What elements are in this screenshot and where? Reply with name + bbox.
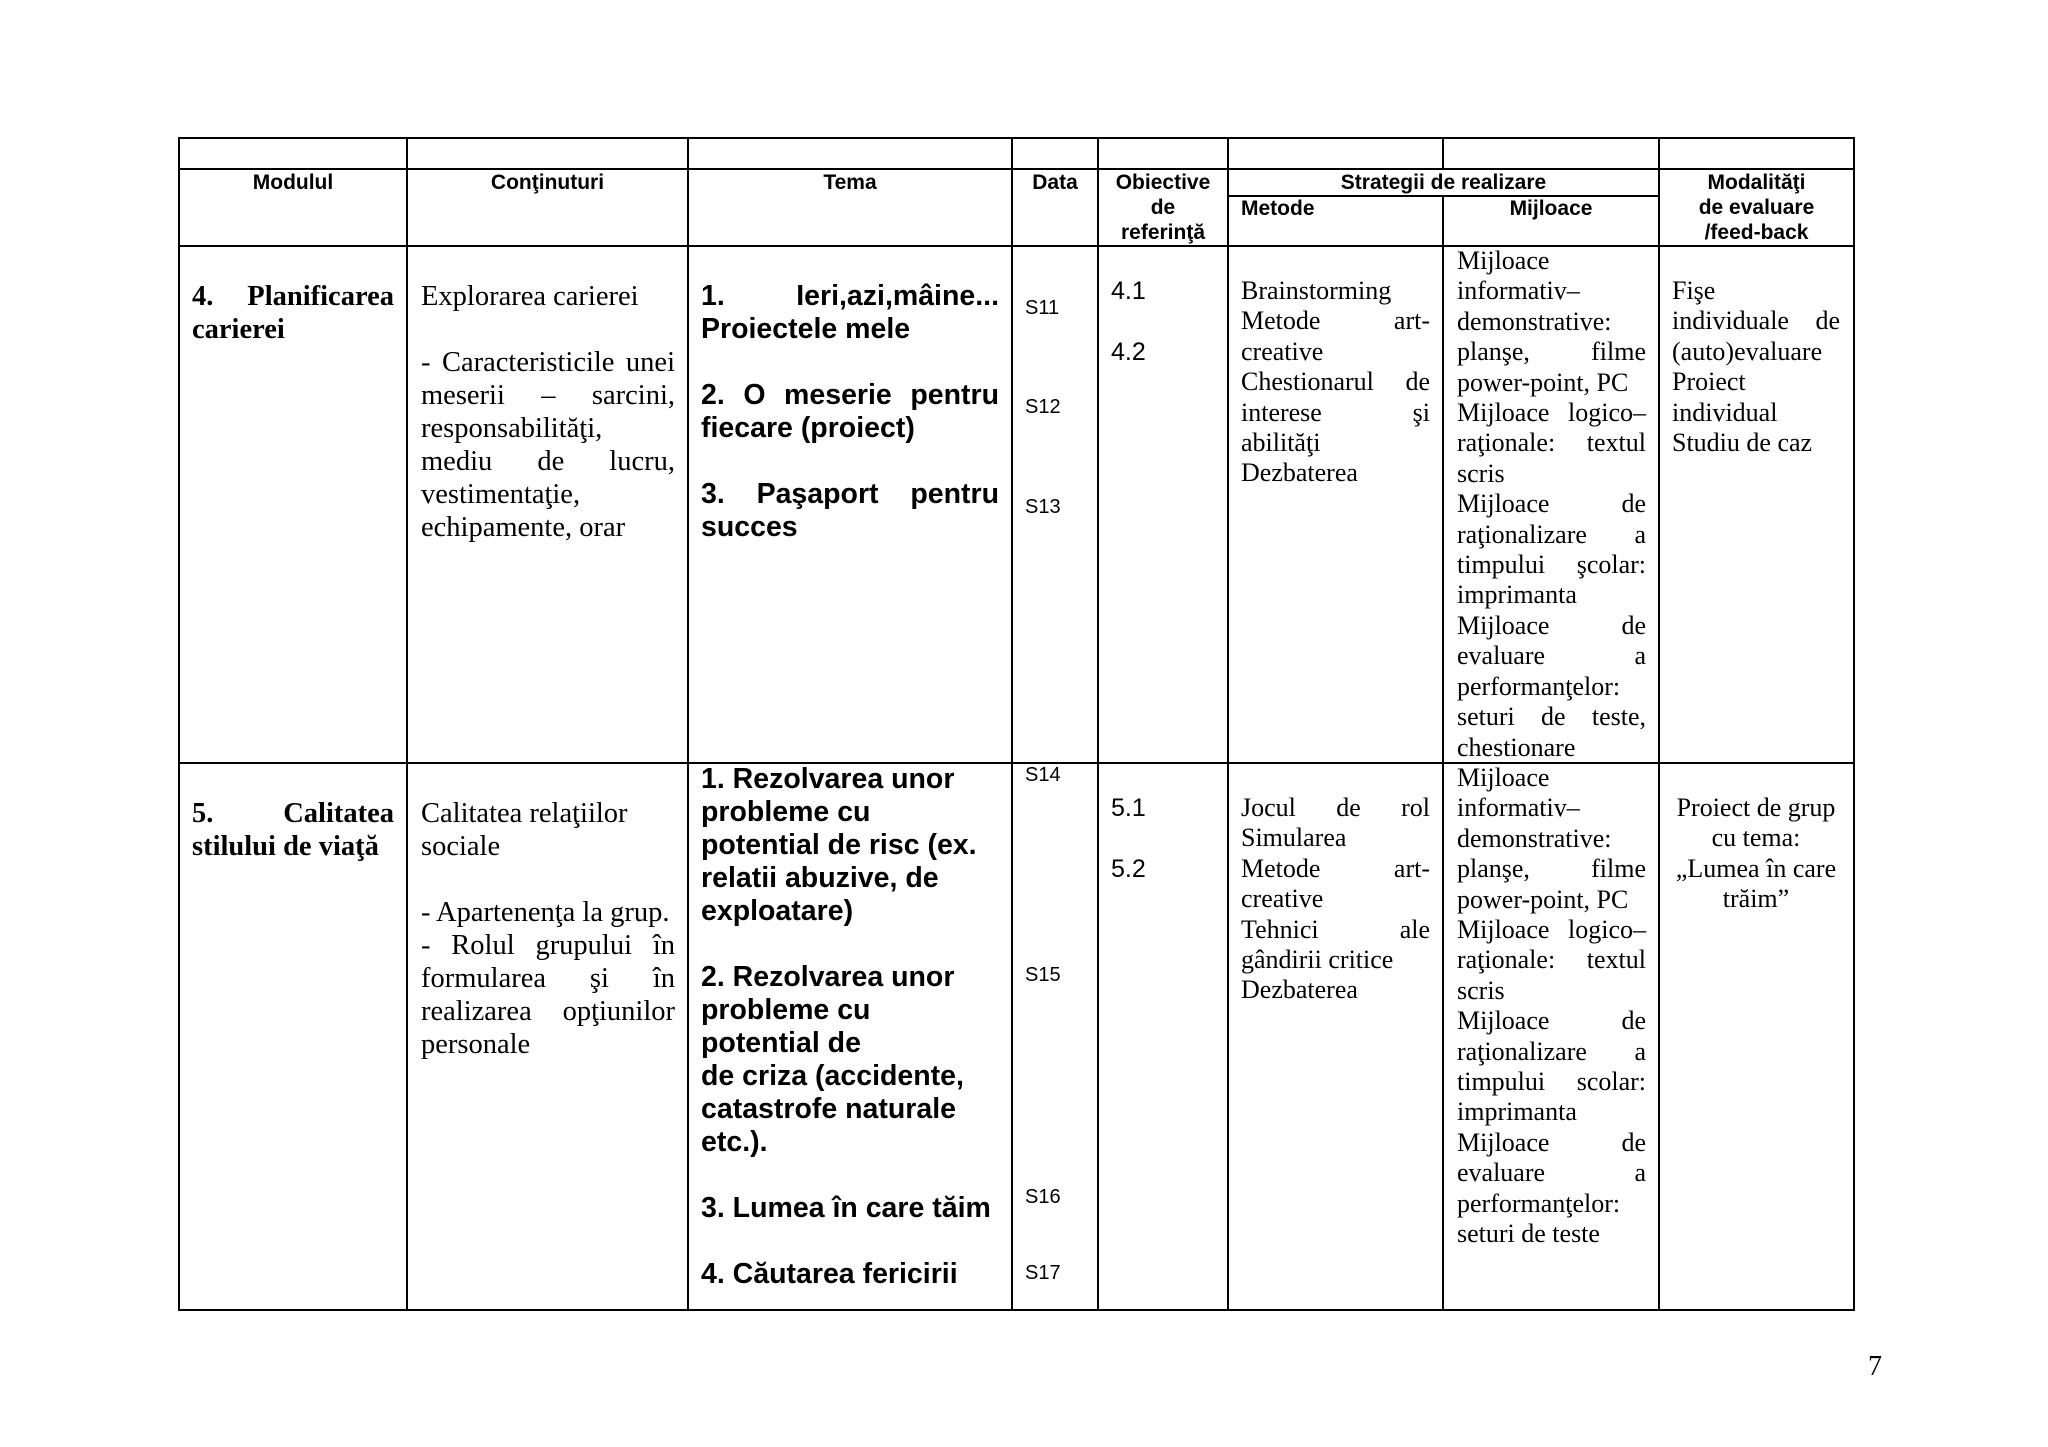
metode-line: Metode art- bbox=[1241, 306, 1430, 336]
row2-metode bbox=[1241, 793, 1430, 1006]
metode-line: Tehnici ale bbox=[1241, 914, 1430, 944]
metode-line: creative bbox=[1241, 884, 1324, 914]
row1-data-session: S11 bbox=[1025, 297, 1060, 319]
row2-data-session: S17 bbox=[1025, 1262, 1061, 1284]
continuturi-line: responsabilităţi, bbox=[421, 413, 603, 444]
table-border-top bbox=[178, 137, 1855, 139]
table-border-left bbox=[178, 137, 180, 1311]
mijloace-line: Mijloace bbox=[1457, 246, 1550, 275]
continuturi-paragraph bbox=[421, 929, 675, 1061]
continuturi-line: - Caracteristicile unei bbox=[421, 347, 675, 378]
row2-mijloace bbox=[1457, 763, 1646, 1250]
modalitati-line: individuale de bbox=[1672, 306, 1840, 336]
mijloace-line: demonstrative: bbox=[1457, 823, 1612, 853]
page-number: 7 bbox=[1868, 1351, 1882, 1382]
modalitati-line: „Lumea în care bbox=[1675, 853, 1837, 883]
tema-line: Proiectele mele bbox=[701, 313, 911, 345]
continuturi-paragraph bbox=[421, 346, 675, 544]
metode-line: Brainstorming bbox=[1241, 276, 1392, 305]
mijloace-line: seturi de teste bbox=[1457, 1219, 1600, 1249]
mijloace-line: evaluare a bbox=[1457, 1158, 1646, 1188]
mijloace-line: Mijloace de bbox=[1457, 489, 1646, 519]
metode-line: Jocul de rol bbox=[1241, 793, 1430, 822]
mijloace-line: raţionale: textul bbox=[1457, 945, 1646, 975]
metode-line: Chestionarul de bbox=[1241, 367, 1430, 397]
header-obiective-line: referinţă bbox=[1120, 221, 1206, 244]
mijloace-line: Mijloace de bbox=[1457, 1006, 1646, 1036]
row1-continuturi bbox=[421, 280, 675, 544]
modulul-line: stilului de viaţă bbox=[192, 831, 379, 862]
modalitati-line: Fişe bbox=[1672, 276, 1716, 305]
tema-paragraph bbox=[701, 1192, 999, 1225]
header-metode: Metode bbox=[1241, 197, 1315, 220]
header-modulul: Modulul bbox=[252, 171, 334, 194]
header-modalitati-line: de evaluare bbox=[1698, 196, 1815, 219]
mijloace-line: Mijloace bbox=[1457, 763, 1550, 792]
obiective-line: 4.1 bbox=[1111, 277, 1146, 305]
tema-paragraph bbox=[701, 961, 999, 1159]
continuturi-line: formularea şi în bbox=[421, 963, 675, 994]
modulul-line: 5. Calitatea bbox=[192, 798, 394, 829]
modulul-line: carierei bbox=[192, 314, 285, 345]
continuturi-line: vestimentaţie, bbox=[421, 479, 581, 510]
tema-paragraph bbox=[701, 379, 999, 445]
continuturi-line: mediu de lucru, bbox=[421, 446, 675, 477]
mijloace-line: seturi de teste, bbox=[1457, 702, 1646, 732]
row1-tema bbox=[701, 280, 999, 544]
mijloace-line: planşe, filme bbox=[1457, 854, 1646, 884]
mijloace-line: Mijloace de bbox=[1457, 1127, 1646, 1157]
tema-line: exploatare) bbox=[701, 895, 854, 927]
tema-line: 4. Căutarea fericirii bbox=[701, 1258, 958, 1290]
mijloace-line: performanţelor: bbox=[1457, 671, 1621, 701]
tema-line: probleme cu bbox=[701, 796, 871, 828]
obiective-line: 5.1 bbox=[1111, 794, 1146, 822]
mijloace-line: power-point, PC bbox=[1457, 884, 1629, 914]
column-divider bbox=[1011, 137, 1013, 1311]
row1-modulul bbox=[192, 280, 394, 346]
continuturi-line: Calitatea relaţiilor bbox=[421, 798, 628, 829]
tema-line: 3. Lumea în care tăim bbox=[701, 1192, 991, 1224]
metode-line: Metode art- bbox=[1241, 853, 1430, 883]
metode-line: Simularea bbox=[1241, 823, 1347, 853]
modalitati-line: (auto)evaluare bbox=[1672, 336, 1823, 366]
header-obiective-line: Obiective bbox=[1115, 171, 1211, 194]
mijloace-line: Mijloace logico– bbox=[1457, 398, 1646, 428]
tema-line: 1. Rezolvarea unor bbox=[701, 763, 955, 795]
mijloace-line: timpului şcolar: bbox=[1457, 550, 1646, 580]
metode-line: interese şi bbox=[1241, 397, 1430, 427]
table-border-right bbox=[1853, 137, 1855, 1311]
tema-paragraph bbox=[701, 280, 999, 346]
header-obiective bbox=[1098, 170, 1228, 245]
modalitati-line: cu tema: bbox=[1711, 823, 1801, 853]
row2-modalitati bbox=[1672, 793, 1840, 915]
modalitati-line: Proiect de grup bbox=[1676, 793, 1836, 822]
continuturi-paragraph bbox=[421, 797, 675, 863]
mijloace-line: power-point, PC bbox=[1457, 367, 1629, 397]
tema-line: etc.). bbox=[701, 1126, 768, 1158]
row2-data-session: S15 bbox=[1025, 964, 1061, 986]
tema-paragraph bbox=[701, 1258, 999, 1291]
header-data: Data bbox=[1032, 171, 1078, 194]
row2-data-session: S16 bbox=[1025, 1186, 1061, 1208]
tema-line: 2. O meserie pentru bbox=[701, 379, 999, 411]
tema-line: succes bbox=[701, 511, 798, 543]
continuturi-line: - Apartenenţa la grup. bbox=[421, 897, 670, 928]
mijloace-line: raţionalizare a bbox=[1457, 1036, 1646, 1066]
header-strategii: Strategii de realizare bbox=[1340, 171, 1547, 194]
row1-metode bbox=[1241, 276, 1430, 489]
tema-paragraph bbox=[701, 478, 999, 544]
tema-line: relatii abuzive, de bbox=[701, 862, 939, 894]
modalitati-line: individual bbox=[1672, 397, 1778, 427]
mijloace-line: evaluare a bbox=[1457, 641, 1646, 671]
tema-line: 1. Ieri,azi,mâine... bbox=[701, 280, 999, 312]
tema-paragraph bbox=[701, 763, 999, 928]
continuturi-line: sociale bbox=[421, 831, 501, 862]
header-modalitati-line: Modalităţi bbox=[1707, 171, 1806, 194]
mijloace-line: planşe, filme bbox=[1457, 337, 1646, 367]
column-divider bbox=[1227, 137, 1229, 1311]
mijloace-line: demonstrative: bbox=[1457, 306, 1612, 336]
tema-line: de criza (accidente, bbox=[701, 1060, 964, 1092]
row2-continuturi bbox=[421, 797, 675, 1061]
mijloace-line: scris bbox=[1457, 975, 1505, 1005]
continuturi-paragraph bbox=[421, 896, 675, 929]
mijloace-line: informativ– bbox=[1457, 793, 1580, 823]
tema-line: potential de bbox=[701, 1027, 861, 1059]
header-modalitati bbox=[1659, 170, 1854, 245]
tema-line: catastrofe naturale bbox=[701, 1093, 957, 1125]
metode-line: Dezbaterea bbox=[1241, 975, 1358, 1005]
column-divider bbox=[1442, 137, 1444, 170]
table-border-bottom bbox=[178, 1309, 1855, 1311]
modalitati-line: trăim” bbox=[1722, 884, 1790, 914]
metode-line: Dezbaterea bbox=[1241, 458, 1358, 488]
continuturi-line: meserii – sarcini, bbox=[421, 380, 675, 411]
mijloace-line: informativ– bbox=[1457, 276, 1580, 306]
column-divider bbox=[687, 137, 689, 1311]
metode-line: gândirii critice bbox=[1241, 945, 1394, 975]
header-obiective-line: de bbox=[1150, 196, 1176, 219]
row1-modalitati bbox=[1672, 276, 1840, 458]
tema-line: fiecare (proiect) bbox=[701, 412, 915, 444]
column-divider bbox=[1658, 137, 1660, 1311]
continuturi-paragraph bbox=[421, 280, 675, 313]
mijloace-line: Mijloace logico– bbox=[1457, 915, 1646, 945]
obiective-line: 5.2 bbox=[1111, 855, 1146, 883]
header-continuturi: Conţinuturi bbox=[490, 171, 605, 194]
mijloace-line: raţionale: textul bbox=[1457, 428, 1646, 458]
column-divider bbox=[1097, 137, 1099, 1311]
metode-line: abilităţi bbox=[1241, 428, 1321, 458]
continuturi-line: realizarea opţiunilor bbox=[421, 996, 675, 1027]
column-divider bbox=[406, 137, 408, 1311]
mijloace-line: timpului scolar: bbox=[1457, 1067, 1646, 1097]
continuturi-line: - Rolul grupului în bbox=[421, 930, 675, 961]
tema-line: 2. Rezolvarea unor bbox=[701, 961, 955, 993]
row1-data-session: S13 bbox=[1025, 496, 1061, 518]
mijloace-line: Mijloace de bbox=[1457, 610, 1646, 640]
mijloace-line: raţionalizare a bbox=[1457, 519, 1646, 549]
row2-tema bbox=[701, 763, 999, 1291]
row1-mijloace bbox=[1457, 246, 1646, 763]
header-mijloace: Mijloace bbox=[1509, 197, 1593, 220]
column-divider bbox=[1442, 195, 1444, 1311]
header-tema: Tema bbox=[823, 171, 877, 194]
mijloace-line: imprimanta bbox=[1457, 1097, 1577, 1127]
row1-obiective bbox=[1111, 276, 1215, 398]
row2-data-session: S14 bbox=[1025, 764, 1061, 786]
row2-obiective bbox=[1111, 793, 1215, 915]
mijloace-line: performanţelor: bbox=[1457, 1188, 1621, 1218]
continuturi-line: personale bbox=[421, 1029, 531, 1060]
mijloace-line: scris bbox=[1457, 458, 1505, 488]
modalitati-line: Proiect bbox=[1672, 367, 1746, 397]
continuturi-line: Explorarea carierei bbox=[421, 281, 639, 312]
tema-line: probleme cu bbox=[701, 994, 871, 1026]
obiective-line: 4.2 bbox=[1111, 338, 1146, 366]
metode-line: creative bbox=[1241, 336, 1324, 366]
row1-data-session: S12 bbox=[1025, 396, 1061, 418]
modulul-line: 4. Planificarea bbox=[192, 281, 394, 312]
tema-line: potential de risc (ex. bbox=[701, 829, 977, 861]
row2-modulul bbox=[192, 797, 394, 863]
tema-line: 3. Paşaport pentru bbox=[701, 478, 999, 510]
modalitati-line: Studiu de caz bbox=[1672, 428, 1813, 458]
mijloace-line: imprimanta bbox=[1457, 580, 1577, 610]
continuturi-line: echipamente, orar bbox=[421, 512, 626, 543]
mijloace-line: chestionare bbox=[1457, 732, 1576, 762]
header-modalitati-line: /feed-back bbox=[1704, 221, 1809, 244]
